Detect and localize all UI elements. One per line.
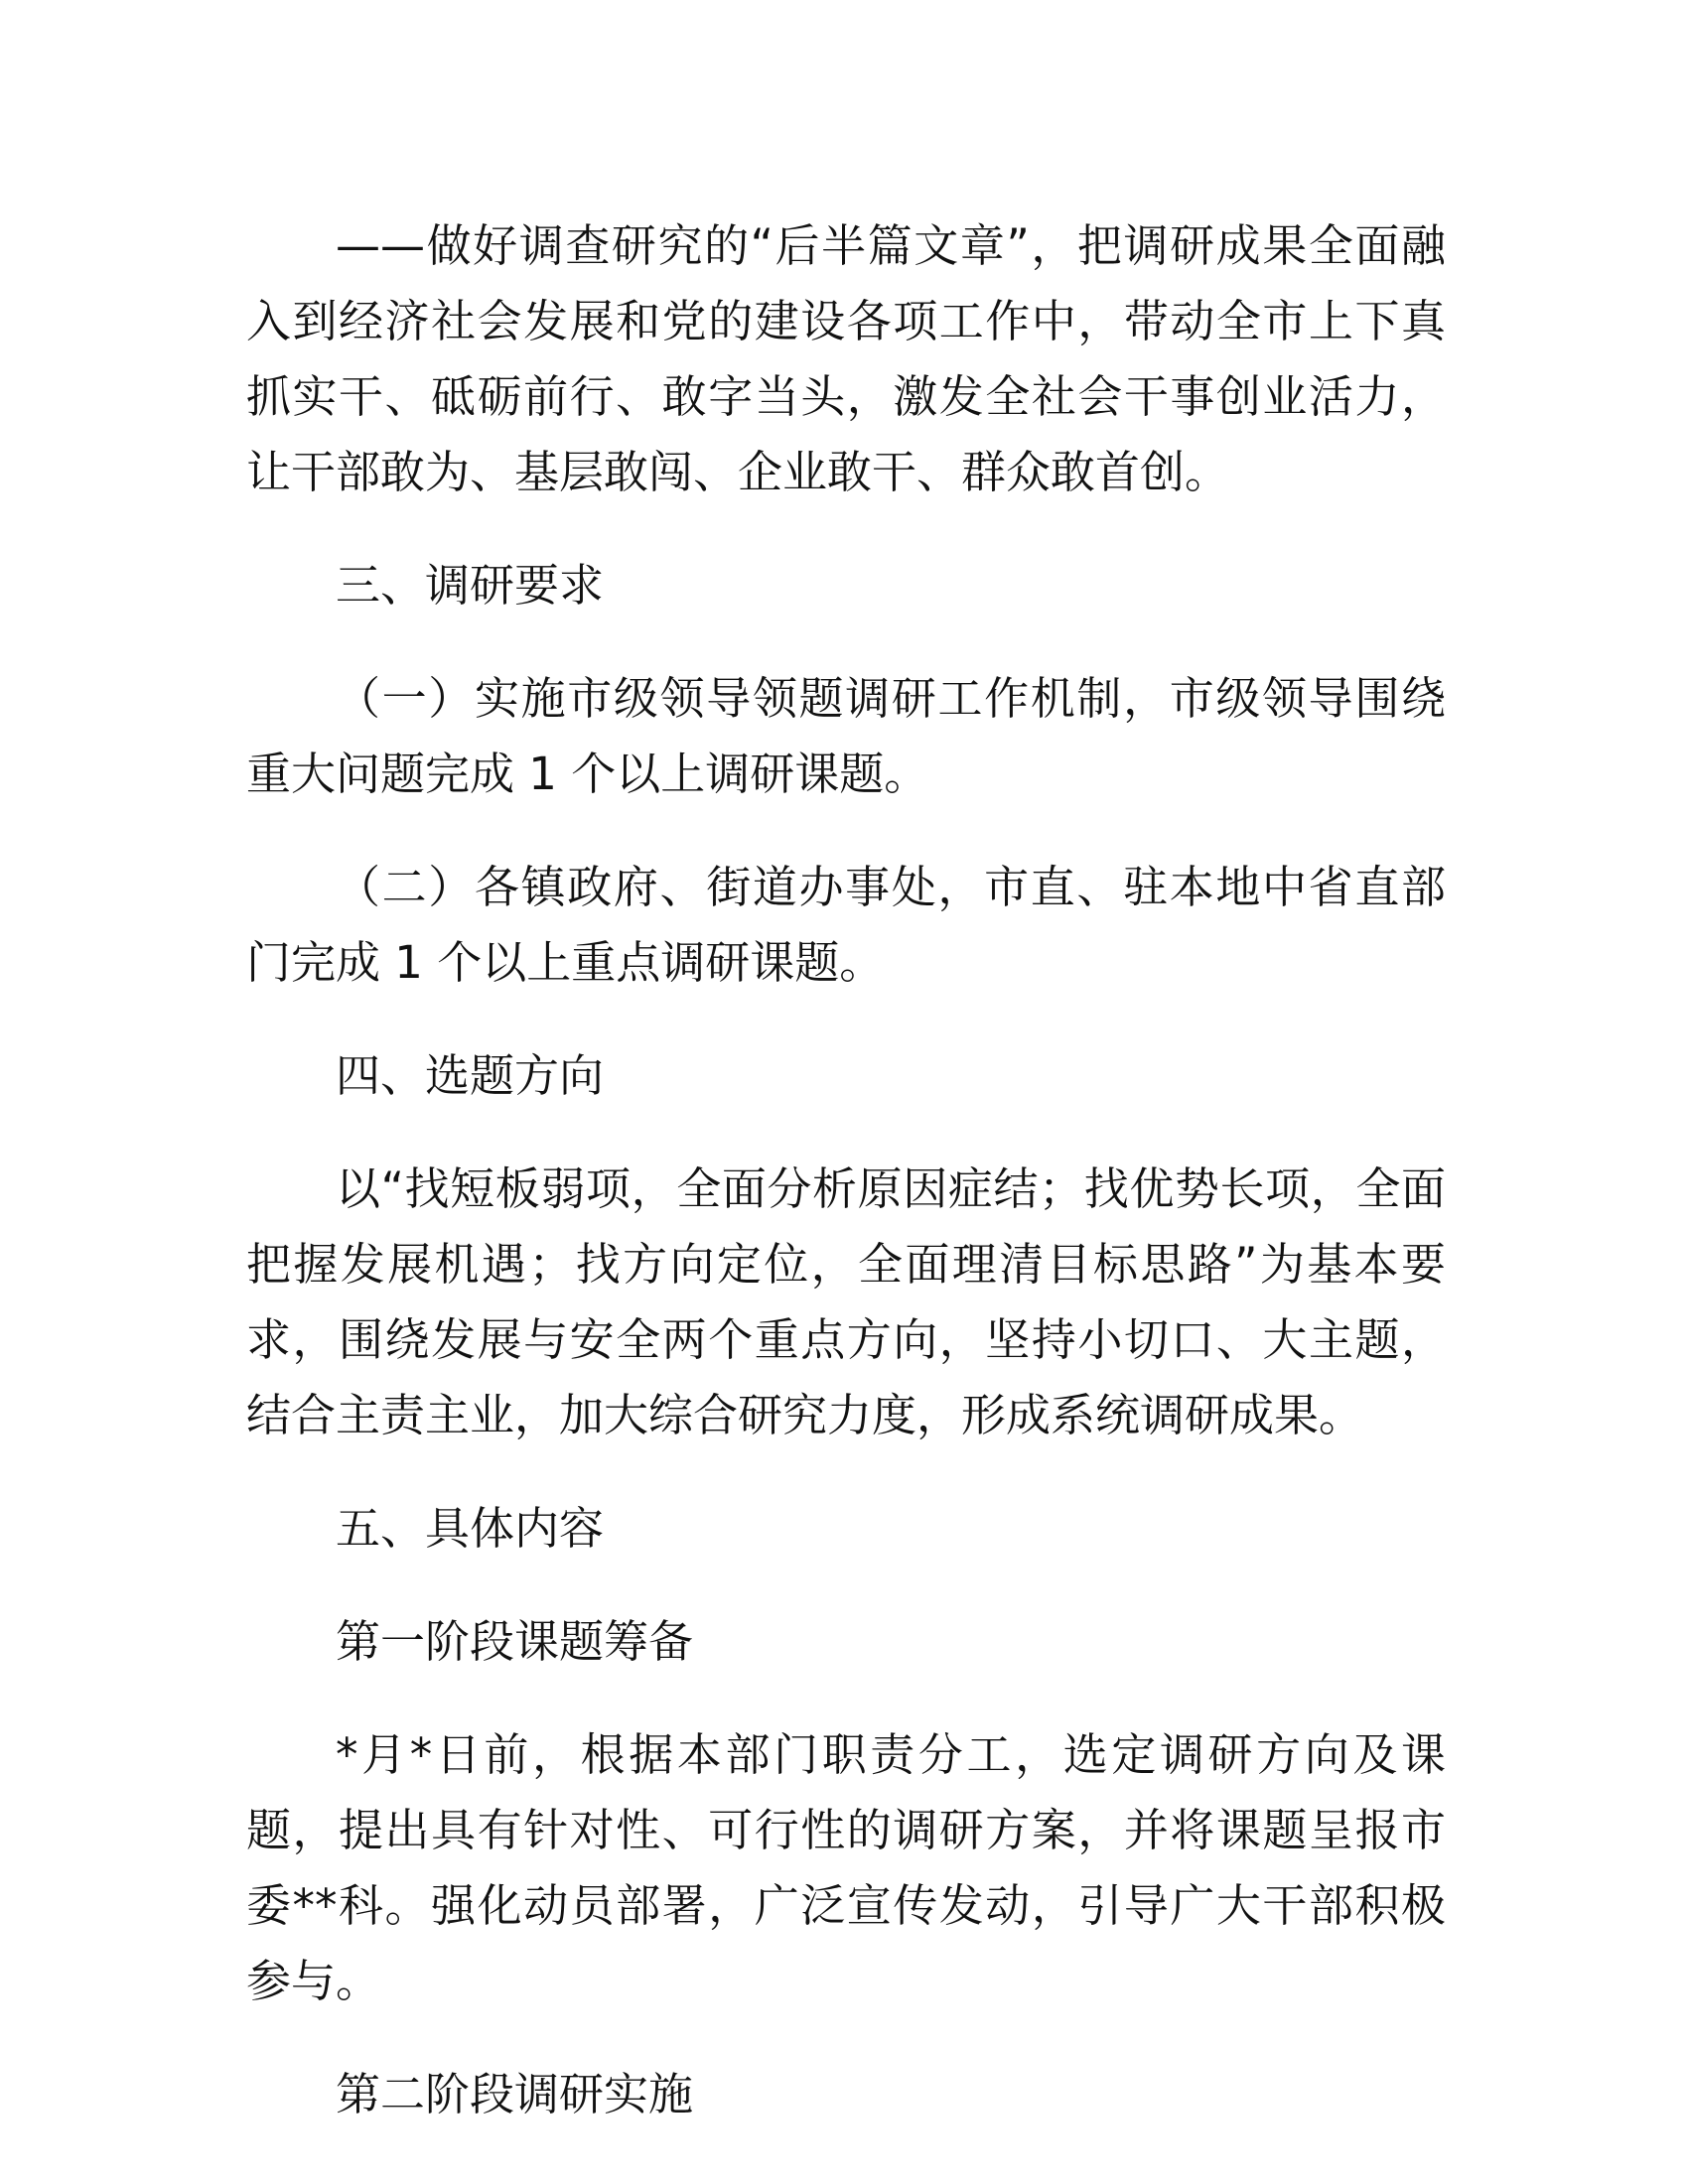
document-body	[246, 208, 1446, 2132]
stage-heading-1: 第一阶段课题筹备	[336, 1615, 694, 1668]
section-heading-specific-content: 五、具体内容	[336, 1502, 605, 1555]
paragraph-topic-direction: 以“找短板弱项，全面分析原因症结；找优势长项，全面把握发展机遇；找方向定位，全面理清目标思路”为基本要求，围绕发展与安全两个重点方向，坚持小切口、大主题，结合主责主业，加大综合研究力度，形成系统调研成果。	[246, 1162, 1446, 1441]
requirement-item-2: （二）各镇政府、街道办事处，市直、驻本地中省直部门完成 1 个以上重点调研课题。	[246, 861, 1446, 989]
requirement-item-1: （一）实施市级领导领题调研工作机制，市级领导围绕重大问题完成 1 个以上调研课题。	[246, 672, 1446, 800]
paragraph-achievement-integration: ——做好调查研究的“后半篇文章”，把调研成果全面融入到经济社会发展和党的建设各项工作中，带动全市上下真抓实干、砥砺前行、敢字当头，激发全社会干事创业活力，让干部敢为、基层敢闯、企业敢干、群众敢首创。	[246, 219, 1446, 498]
section-heading-topic-direction: 四、选题方向	[336, 1049, 605, 1102]
stage-heading-2: 第二阶段调研实施	[336, 2068, 694, 2120]
section-heading-requirements: 三、调研要求	[336, 559, 605, 612]
paragraph-stage-1: *月*日前，根据本部门职责分工，选定调研方向及课题，提出具有针对性、可行性的调研方案，并将课题呈报市委**科。强化动员部署，广泛宣传发动，引导广大干部积极参与。	[246, 1728, 1446, 2007]
